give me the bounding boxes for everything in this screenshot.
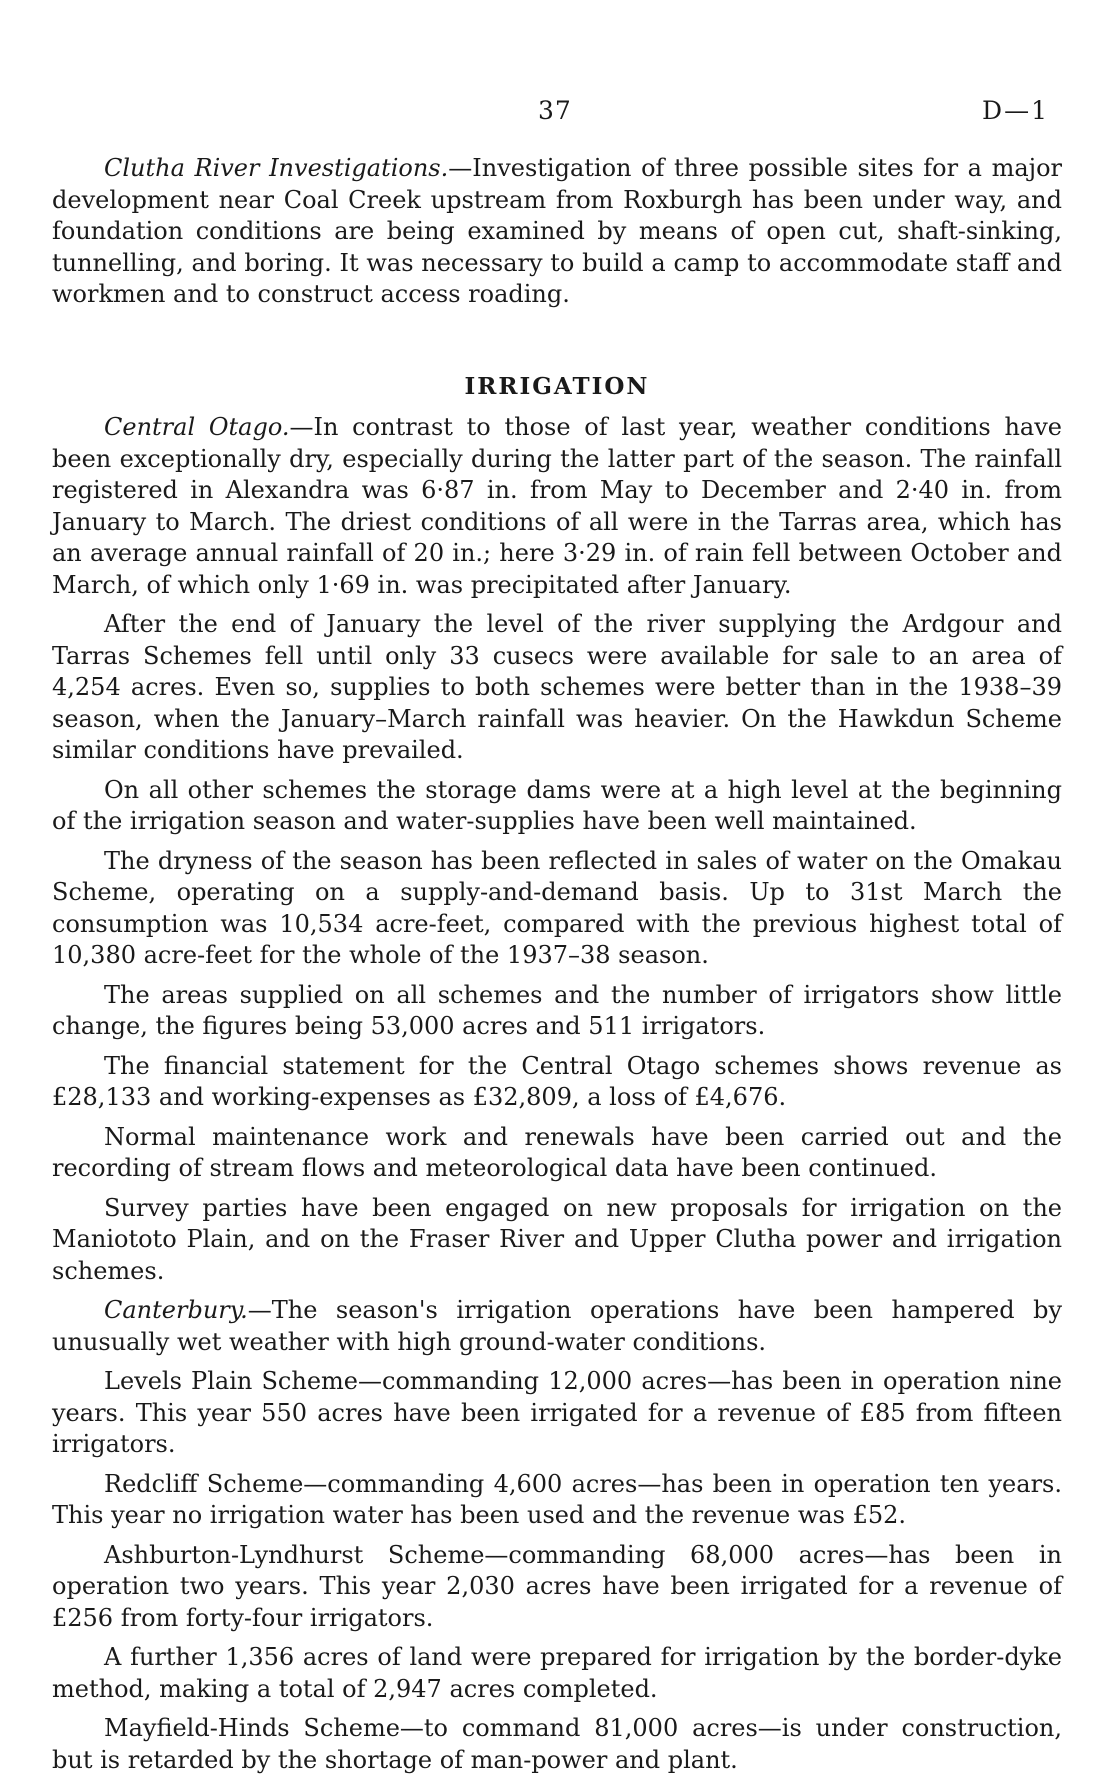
paragraph bbox=[52, 1713, 1062, 1776]
paragraph-lead: Clutha River Investigations. bbox=[104, 154, 449, 182]
paragraph bbox=[52, 846, 1062, 972]
paragraph bbox=[52, 609, 1062, 767]
paragraph-text: Normal maintenance work and renewals have been carried out and the recording of stream flows and meteorological data have been continued. bbox=[52, 1122, 1062, 1182]
page-content bbox=[52, 153, 1062, 1784]
paragraph bbox=[52, 775, 1062, 838]
section-heading-irrigation: IRRIGATION bbox=[464, 372, 650, 400]
paragraph bbox=[52, 1366, 1062, 1461]
paragraph bbox=[52, 980, 1062, 1043]
page-number: 37 bbox=[538, 96, 572, 125]
paragraph bbox=[52, 1193, 1062, 1288]
paragraph bbox=[52, 1469, 1062, 1532]
paragraph bbox=[52, 1642, 1062, 1705]
paragraph bbox=[52, 1540, 1062, 1635]
paragraph-text: Mayfield-Hinds Scheme—to command 81,000 acres—is under construction, but is retarded by the shortage of man-power and plant. bbox=[52, 1714, 1062, 1774]
paragraph-canterbury bbox=[52, 1295, 1062, 1358]
paragraph-text: The financial statement for the Central Otago schemes shows revenue as £28,133 and working-expenses as £32,809, a loss of £4,676. bbox=[52, 1051, 1062, 1111]
paragraph-text: After the end of January the level of the river supplying the Ardgour and Tarras Schemes fell until only 33 cusecs were available for sale to an area of 4,254 acres. Even so, supplies to both schemes were better than in the 1938–39 season, when the January–March rainfall was heavier. On the Hawkdun Scheme similar conditions have prevailed. bbox=[52, 610, 1062, 764]
paragraph-lead: Canterbury. bbox=[104, 1296, 248, 1324]
paragraph bbox=[52, 1051, 1062, 1114]
document-code: D—1 bbox=[982, 96, 1049, 125]
paragraph-text: —Investigation of three possible sites for a major development near Coal Creek upstream from Roxburgh has been under way, and foundation conditions are being examined by means of open cut, shaft-sinking, tunnelling, and boring. It was necessary to build a camp to accommodate staff and workmen and to construct access roading. bbox=[52, 154, 1062, 308]
paragraph-lead: Central Otago. bbox=[104, 413, 290, 441]
paragraph-text: Levels Plain Scheme—commanding 12,000 acres—has been in operation nine years. This year 550 acres have been irrigated for a revenue of £85 from fifteen irrigators. bbox=[52, 1367, 1062, 1458]
paragraph-central-otago bbox=[52, 412, 1062, 601]
paragraph bbox=[52, 1122, 1062, 1185]
paragraph-text: —In contrast to those of last year, weather conditions have been exceptionally dry, especially during the latter part of the season. The rainfall registered in Alexandra was 6·87 in. from May to December and 2·40 in. from January to March. The driest conditions of all were in the Tarras area, which has an average annual rainfall of 20 in.; here 3·29 in. of rain fell between October and March, of which only 1·69 in. was precipitated after January. bbox=[52, 413, 1062, 599]
paragraph-text: A further 1,356 acres of land were prepared for irrigation by the border-dyke method, making a total of 2,947 acres completed. bbox=[52, 1643, 1062, 1703]
paragraph-text: Survey parties have been engaged on new proposals for irrigation on the Maniototo Plain, and on the Fraser River and Upper Clutha power and irrigation schemes. bbox=[52, 1193, 1062, 1285]
paragraph-text: The dryness of the season has been reflected in sales of water on the Omakau Scheme, operating on a supply-and-demand basis. Up to 31st March the consumption was 10,534 acre-feet, compared with the previous highest total of 10,380 acre-feet for the whole of the 1937–38 season. bbox=[52, 846, 1062, 969]
paragraph-text: Ashburton-Lyndhurst Scheme—commanding 68,000 acres—has been in operation two years. This year 2,030 acres have been irrigated for a revenue of £256 from forty-four irrigators. bbox=[52, 1540, 1062, 1632]
paragraph-text: On all other schemes the storage dams were at a high level at the beginning of the irrigation season and water-supplies have been well maintained. bbox=[52, 775, 1062, 835]
paragraph-clutha-river bbox=[52, 153, 1062, 311]
paragraph-text: Redcliff Scheme—commanding 4,600 acres—has been in operation ten years. This year no irrigation water has been used and the revenue was £52. bbox=[52, 1469, 1062, 1529]
paragraph-text: —The season's irrigation operations have been hampered by unusually wet weather with high ground-water conditions. bbox=[52, 1296, 1062, 1356]
paragraph-text: The areas supplied on all schemes and the number of irrigators show little change, the figures being 53,000 acres and 511 irrigators. bbox=[52, 980, 1062, 1040]
